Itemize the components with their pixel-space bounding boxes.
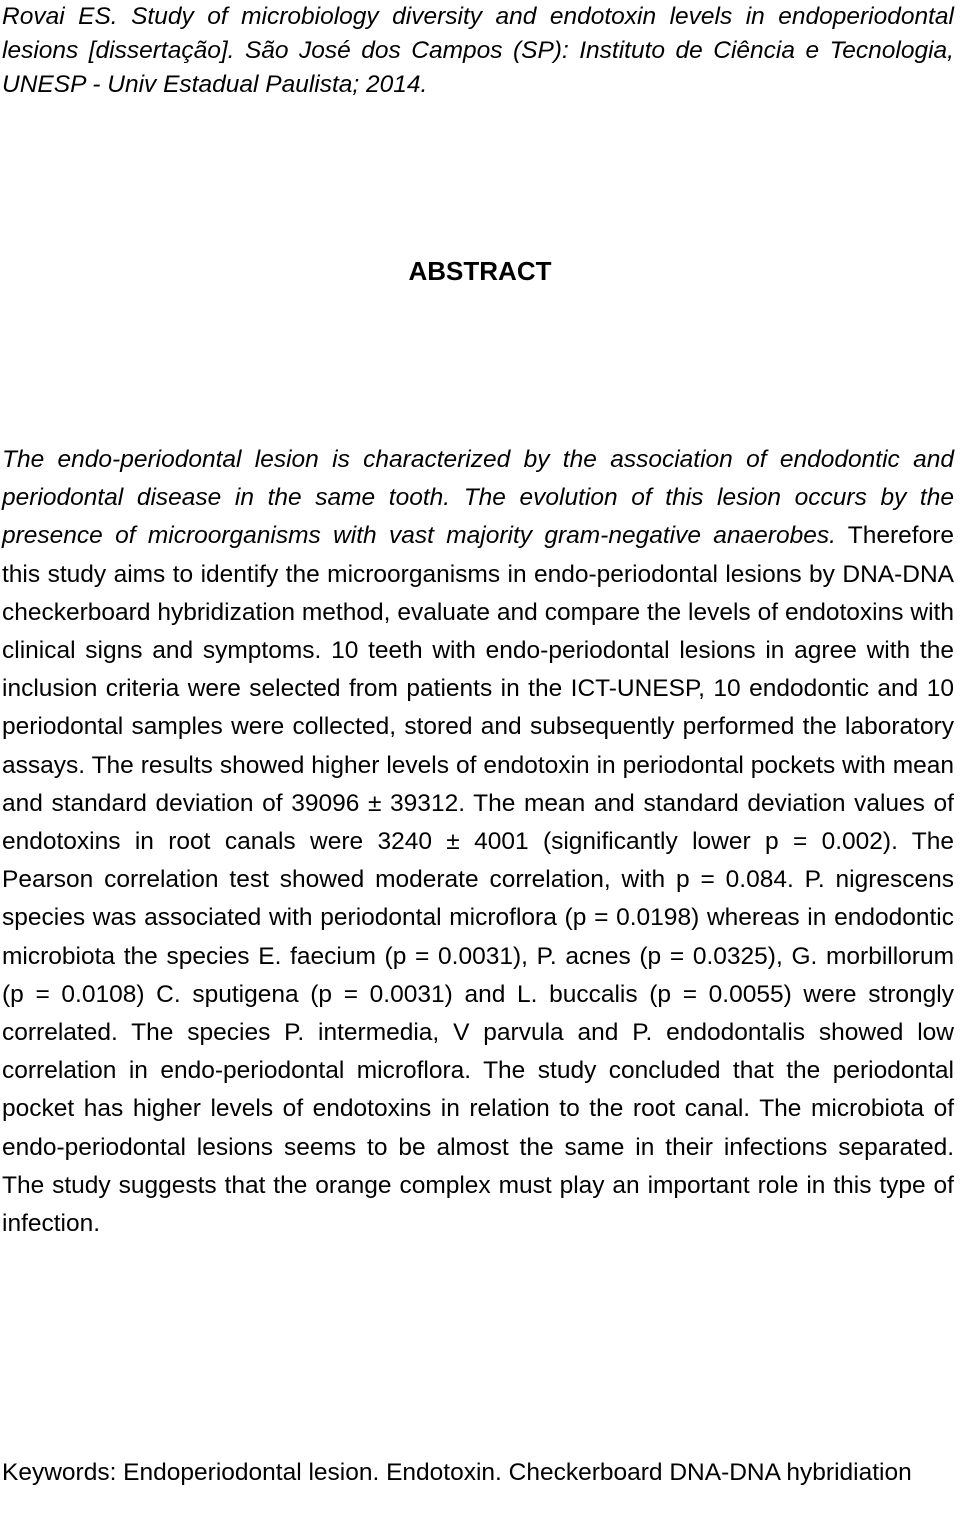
abstract-main: Therefore this study aims to identify the microorganisms in endo-periodontal lesions by DNA-DNA checkerboard hybridization method, evaluate and compare the levels of endotoxins with clinical signs and symptoms. 10 teeth with endo-periodontal lesions in agree with the inclusion criteria were selected from patients in the ICT-UNESP, 10 endodontic and 10 periodontal samples were collected, stored and subsequently performed the laboratory assays. The results showed higher levels of endotoxin in periodontal pockets with mean and standard deviation of 39096 ± 39312. The mean and standard deviation values of endotoxins in root canals were 3240 ± 4001 (significantly lower p = 0.002). The Pearson correlation test showed moderate correlation, with p = 0.084. P. nigrescens species was associated with periodontal microflora (p = 0.0198) whereas in endodontic microbiota the species E. faecium (p = 0.0031), P. acnes (p = 0.0325), G. morbillorum (p = 0.0108) C. sputigena (p = 0.0031) and L. buccalis (p = 0.0055) were strongly correlated. The species P. intermedia, V parvula and P. endodontalis showed low correlation in endo-periodontal microflora. The study concluded that the periodontal pocket has higher levels of endotoxins in relation to the root canal. The microbiota of endo-periodontal lesions seems to be almost the same in their infections separated. The study suggests that the orange complex must play an important role in this type of infection. [2,522,954,1238]
abstract-heading: ABSTRACT [408,256,552,286]
abstract-intro: The endo-periodontal lesion is characterized by the association of endodontic and periodontal disease in the same tooth. The evolution of this lesion occurs by the presence of microorganisms with vast majority gram-negative anaerobes. [2,446,954,550]
keywords: Keywords: Endoperiodontal lesion. Endotoxin. Checkerboard DNA-DNA hybridiation [2,1459,912,1486]
abstract-body [2,441,954,1243]
citation: Rovai ES. Study of microbiology diversity and endotoxin levels in endoperiodontal lesions [dissertação]. São José dos Campos (SP): Instituto de Ciência e Tecnologia, UNESP - Univ Estadual Paulista; 2014. [2,3,954,98]
